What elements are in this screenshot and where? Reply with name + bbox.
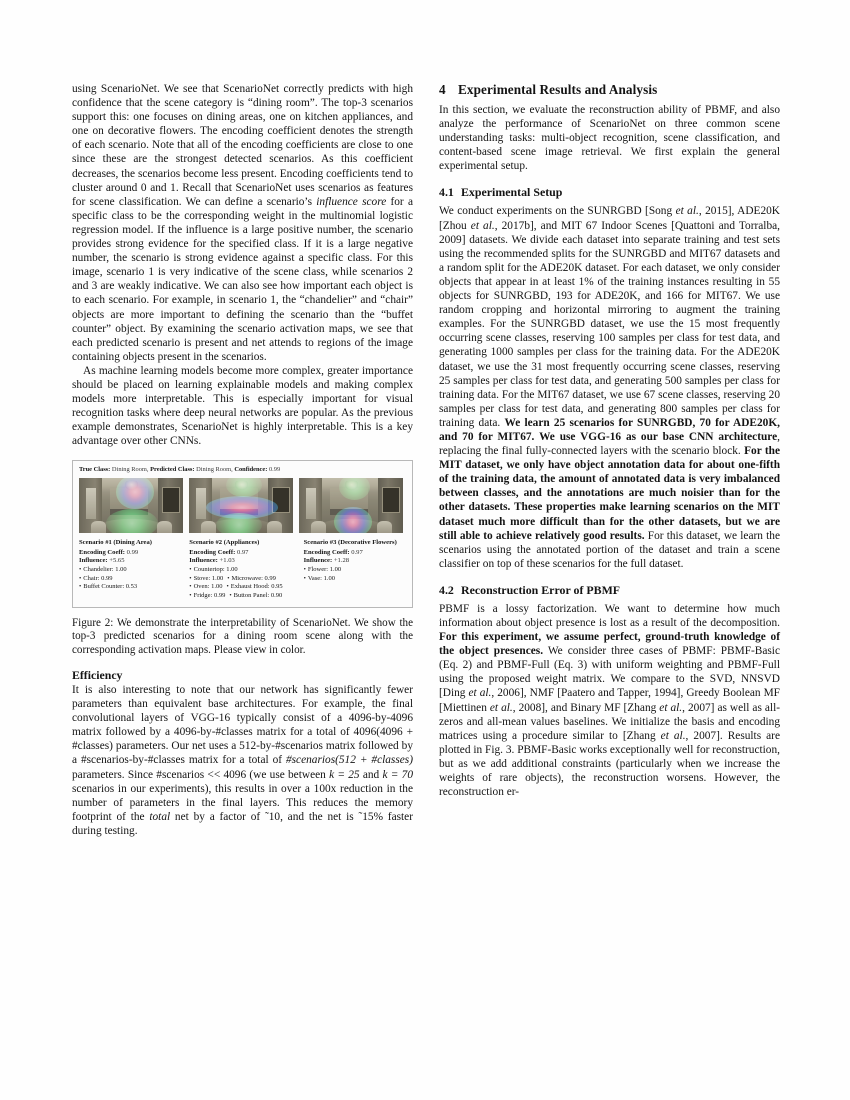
- etal-italic: et al.: [659, 701, 683, 714]
- buffet-counter: [110, 509, 147, 515]
- chair-right: [377, 521, 392, 533]
- object-item: • Chair: 0.99: [79, 574, 113, 582]
- dining-room-render-2: [189, 478, 293, 533]
- math-lt-4096: << 4096: [207, 768, 247, 781]
- math-total-params-ours: #scenarios(512 + #classes): [285, 754, 413, 767]
- efficiency-heading: Efficiency: [72, 667, 123, 682]
- section-4-number: 4: [439, 82, 446, 97]
- scene-image-2: [189, 478, 293, 533]
- chair-left: [91, 521, 106, 533]
- para-1-text: using ScenarioNet. We see that ScenarioNet correctly predicts with high confidence that the scene category is “dining room”. The top-3 scenarios support this: one focuses on dining areas, one on kitchen appliances, and one on decorative flowers. The encoding coefficient denotes the strength of each scenario. Note that all of the encoding coefficients are close to one since these are the strongest detected scenarios. As this coefficient decreases, the scenarios become less present. Encoding coefficients tend to cluster around 0 and 1. Recall that ScenarioNet uses scenarios as features for scene classification. We can define a scenario’s: [72, 83, 413, 208]
- activation-map-row: [79, 478, 406, 533]
- doorway: [86, 488, 95, 519]
- object-item: • Flower: 1.00: [303, 566, 342, 574]
- scenario-2-object-list: [189, 566, 299, 600]
- doorway: [306, 488, 315, 519]
- two-column-body: [72, 82, 780, 982]
- scenario-3-encoding: [304, 549, 406, 558]
- subsection-heading-4-1: [439, 185, 780, 199]
- object-item: • Buffet Counter: 0.53: [79, 583, 138, 591]
- math-total-params-vgg: 4096(4096 + #classes): [72, 726, 413, 753]
- dining-room-render-3: [299, 478, 403, 533]
- predicted-class-label: Predicted Class:: [150, 466, 195, 474]
- influence-label: Influence:: [79, 557, 108, 565]
- etal-italic: et al.: [660, 729, 686, 742]
- object-item: • Fridge: 0.99 • Button Panel: 0.90: [189, 592, 283, 599]
- influence-score-italic: influence score: [316, 195, 387, 208]
- true-class-label: True Class:: [79, 466, 111, 474]
- scenario-1-object-list: [79, 566, 189, 592]
- chair-right: [267, 521, 282, 533]
- scenario-1-encoding: [79, 549, 189, 558]
- paragraph-section4-intro: In this section, we evaluate the reconstruction ability of PBMF, and also analyze the performance of ScenarioNet on three common scene understanding tasks: multi-object recognition, scene classification, and content-based scene image retrieval. We first explain the general experimental setup.: [439, 104, 780, 173]
- dining-room-render-1: [79, 478, 183, 533]
- predicted-class-value: Dining Room,: [196, 466, 233, 474]
- scenario-1-influence: [79, 557, 189, 566]
- encoding-coeff-label: Encoding Coeff:: [79, 548, 125, 556]
- para-1-continued: for a specific class to be the corresponding weight in the multinomial logistic regression model. If the influence is a large positive number, the scenario provides strong evidence for the specified class. If it is a large negative number, the scenario is strong evidence against a specific class. For this image, scenario 1 is very indicative of the scene class, while scenarios 2 and 3 are weakly indicative. We can also see how important each object is to each scenario. For example, in scenario 1, the “chandelier” and “chair” objects are more important to defining the scenario than the “buffet counter” object. By examining the scenario activation maps, we see that each predicted scenario is present and net attends to regions of the image containing objects present in the scenarios.: [72, 195, 414, 363]
- paragraph-explainability: As machine learning models become more complex, greater importance should be placed on learning explainable models and making complex models more interpretable. This is especially important for visual recognition tasks where deep neural networks are popular. As the previous example demonstrates, ScenarioNet is highly interpretable. This is a key advantage over other CNNs.: [72, 364, 413, 448]
- scenario-2-title: Scenario #2 (Appliances): [189, 539, 260, 547]
- scenario-details-row: [79, 539, 406, 600]
- scenario-1-title: Scenario #1 (Dining Area): [79, 539, 152, 547]
- setup-bold-mit: For the MIT dataset, we only have object annotation data for about one-fifth of the training data, the amount of annotated data is very imbalanced between classes, and the annotations are much noisier than for the other datasets. These properties make learning scenarios on the MIT dataset much more difficult than for the other datasets, but we are still able to achieve relatively good results.: [439, 445, 780, 542]
- section-4-title: Experimental Results and Analysis: [458, 82, 658, 97]
- true-class-value: Dining Room,: [111, 466, 149, 474]
- picture-frame: [382, 487, 400, 512]
- right-column: [439, 82, 780, 982]
- dining-table: [208, 519, 275, 533]
- scenario-block-1: [79, 539, 189, 600]
- picture-frame: [272, 487, 290, 512]
- picture-frame: [162, 487, 180, 512]
- section-heading-4: [439, 82, 780, 97]
- scenario-2-encoding: [189, 549, 299, 558]
- etal-italic: et al.: [489, 701, 513, 714]
- scenario-2-influence: [189, 557, 299, 566]
- paragraph-interpretability: [72, 82, 413, 364]
- encoding-coeff-label: Encoding Coeff:: [189, 548, 236, 556]
- object-item: • Stove: 1.00 • Microwave: 0.99: [189, 574, 276, 582]
- etal-italic: et al.: [675, 205, 699, 218]
- influence-value: +5.65: [109, 557, 125, 565]
- left-column: [72, 82, 413, 982]
- buffet-counter: [220, 509, 257, 515]
- buffet-counter: [330, 509, 367, 515]
- encoding-coeff-value: 0.99: [126, 548, 139, 556]
- setup-bold-scenarios: We learn 25 scenarios for SUNRGBD, 70 for ADE20K, and 70 for MIT67. We use VGG-16 as our base CNN architecture: [439, 416, 780, 443]
- figure-header-line: [79, 466, 406, 474]
- encoding-coeff-value: 0.97: [236, 548, 249, 556]
- math-k-25: k = 25: [329, 768, 360, 781]
- chandelier: [125, 481, 139, 490]
- scenario-block-3: [300, 539, 406, 600]
- scenario-3-object-list: [304, 566, 406, 583]
- confidence-value: 0.99: [268, 466, 281, 474]
- doorway: [196, 488, 205, 519]
- total-italic: total: [149, 810, 171, 823]
- scene-image-3: [299, 478, 403, 533]
- dining-table: [98, 519, 165, 533]
- figure-2: [72, 460, 413, 607]
- recon-bold-assumption: For this experiment, we assume perfect, ground-truth knowledge of the object presences.: [439, 631, 780, 658]
- object-item: • Vase: 1.00: [303, 574, 335, 582]
- scenario-3-influence: [304, 557, 406, 566]
- subsection-4-1-title: Experimental Setup: [461, 185, 563, 200]
- encoding-coeff-label: Encoding Coeff:: [303, 548, 350, 556]
- object-item: • Countertop: 1.00: [189, 566, 238, 574]
- influence-label: Influence:: [189, 557, 218, 565]
- etal-italic: et al.: [470, 219, 495, 232]
- influence-label: Influence:: [303, 557, 333, 565]
- etal-italic: et al.: [468, 687, 492, 700]
- chandelier: [345, 481, 359, 490]
- chair-right: [157, 521, 172, 533]
- encoding-coeff-value: 0.97: [351, 548, 363, 556]
- paragraph-experimental-setup: We conduct experiments on the SUNRGBD [Song et al., 2015], ADE20K [Zhou et al., 2017b], and MIT 67 Indoor Scenes [Quattoni and Torralba, 2009] datasets. We divide each dataset into separate training and test sets using the recommended splits for the SUNRGBD and MIT67 datasets and a random split for the ADE20K dataset. For each dataset, we only consider objects that appear in at least 1% of the training instances resulting in 55 objects for SUNRGBD, 193 for ADE20K, and 166 for MIT67. We use random cropping and horizontal mirroring to augment the training examples. For the SUNRGBD dataset, we use the 15 most frequently occurring scene classes, reserving 100 samples per class for test data, and generating 1000 samples per class for the training data. For the ADE20K dataset, we use the 31 most frequently occurring scene classes, reserving 25 samples per class for test data, and generating 500 samples per class for training data. For the MIT67 dataset, we use 67 scene classes, reserving 20 samples per class for test data, and generating 800 samples per class for training data. We learn 25 scenarios for SUNRGBD, 70 for ADE20K, and 70 for MIT67. We use VGG-16 as our base CNN architecture, replacing the final fully-connected layers with the scenario block. For the MIT dataset, we only have object annotation data for about one-fifth of the training data, the amount of annotated data is very imbalanced between classes, and the annotations are much noisier than for the other datasets. These properties make learning scenarios on the MIT dataset much more difficult than for the other datasets, but we are still able to achieve relatively good results. For this dataset, we learn the scenarios using the annotated portion of the dataset and train a scene classifier on top of these scenarios for the full dataset.: [439, 205, 781, 570]
- scene-image-1: [79, 478, 183, 533]
- subsection-heading-4-2: [439, 583, 780, 597]
- subsection-4-2-title: Reconstruction Error of PBMF: [461, 582, 621, 597]
- math-k-70: k = 70: [382, 768, 413, 781]
- scenario-3-title: Scenario #3 (Decorative Flowers): [303, 539, 397, 547]
- chandelier: [235, 481, 249, 490]
- chair-left: [201, 521, 216, 533]
- subsection-4-1-number: 4.1: [439, 185, 454, 200]
- influence-value: +1.28: [333, 557, 350, 565]
- object-item: • Oven: 1.00 • Exhaust Hood: 0.95: [189, 583, 283, 591]
- chair-left: [311, 521, 326, 533]
- confidence-label: Confidence:: [234, 466, 268, 474]
- figure-2-caption: Figure 2: We demonstrate the interpretability of ScenarioNet. We show the top-3 predicted scenarios for a dining room scene along with the corresponding activation maps. Please view in color.: [72, 616, 413, 657]
- scenario-block-2: [189, 539, 299, 600]
- dining-table: [318, 519, 385, 533]
- paragraph-efficiency: It is also interesting to note that our network has significantly fewer parameters than equivalent base architectures. For example, the final convolutional layers of VGG-16 typically consist of a 4096-by-4096 matrix followed by a 4096-by-#classes matrix for a total of 4096(4096 + #classes) parameters. Our net uses a 512-by-#scenarios matrix followed by a #scenarios-by-#classes matrix for a total of #scenarios(512 + #classes) parameters. Since #scenarios << 4096 (we use between k = 25 and k = 70 scenarios in our experiments), this results in over a 100x reduction in the number of parameters in the final layers. This reduces the memory footprint of the total net by a factor of ˜10, and the net is ˜15% faster during testing.: [72, 683, 413, 837]
- paragraph-reconstruction-error: PBMF is a lossy factorization. We want to determine how much information about object presence is lost as a result of the decomposition. For this experiment, we assume perfect, ground-truth knowledge of the object presences. We consider three cases of PBMF: PBMF-Basic (Eq. 2) and PBMF-Full (Eq. 3) with uniform weighting and PBMF-Full using the proposed weight matrix. We compare to the SVD, NNSVD [Ding et al., 2006], NMF [Paatero and Tapper, 1994], Greedy Boolean MF [Miettinen et al., 2008], and Binary MF [Zhang et al., 2007] as well as all-zeros and all-mean values baselines. We initialize the basis and encoding matrices using a procedure similar to [Zhang et al., 2007]. Results are plotted in Fig. 3. PBMF-Basic works exceptionally well for reconstruction, but as we add additional constraints (particularly when we increase the weights of rare objects), the reconstruction worsens. However, the reconstruction er-: [439, 602, 781, 799]
- influence-value: +1.03: [219, 557, 235, 565]
- subsection-4-2-number: 4.2: [439, 582, 454, 597]
- object-item: • Chandelier: 1.00: [79, 566, 127, 574]
